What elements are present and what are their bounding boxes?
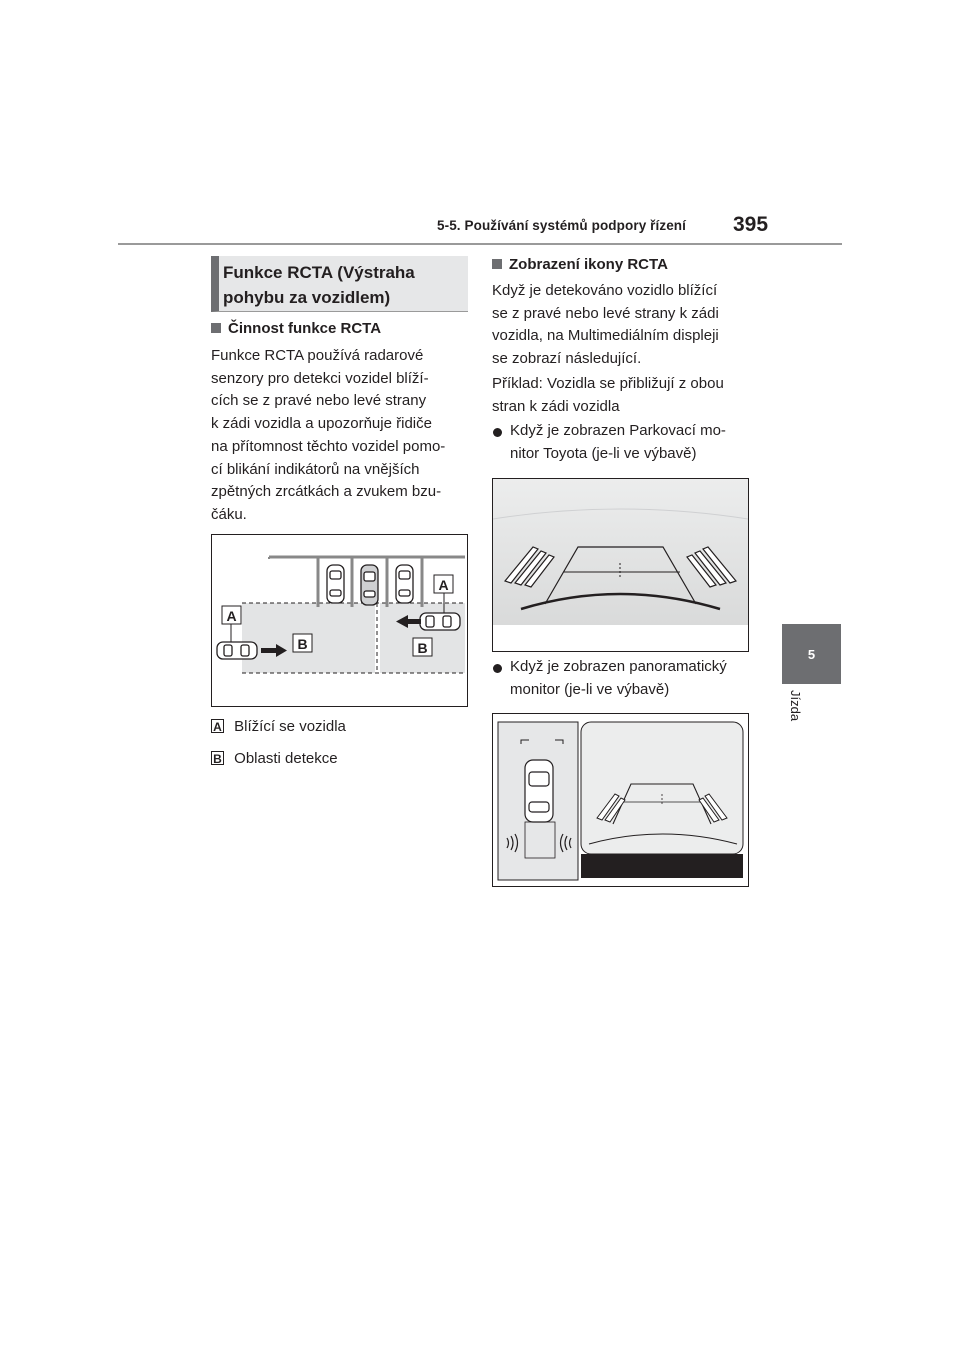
text-line: Když je zobrazen Parkovací mo-: [510, 422, 726, 439]
square-bullet-icon: [211, 323, 221, 333]
text-line: cích se z pravé nebo levé strany: [211, 392, 427, 410]
chapter-tab: 5: [782, 624, 841, 684]
approaching-car-left: [217, 642, 257, 659]
label-b-right: B: [417, 640, 428, 656]
label-b-left: B: [297, 636, 308, 652]
own-car-top-view: [525, 760, 553, 822]
parked-car-2: [361, 565, 378, 605]
text-line: se zobrazí následující.: [492, 350, 642, 368]
rcta-icon-description: [492, 280, 752, 371]
bullet-dot-icon: [493, 428, 502, 437]
text-line: Když je detekováno vozidlo blížící: [492, 282, 718, 299]
panoramic-monitor-svg: [493, 714, 748, 886]
text-line: k zádi vozidla a upozorňuje řidiče: [211, 415, 432, 433]
text-line: Příklad: Vozidla se přibližují z obou: [492, 375, 724, 392]
legend-text: Oblasti detekce: [234, 750, 338, 767]
chapter-label: [785, 690, 805, 740]
example-text: [492, 373, 752, 418]
text-line: zpětných zrcátkách a zvukem bzu-: [211, 483, 442, 501]
section-header: 5-5. Používání systémů podpory řízení: [437, 218, 687, 233]
text-line: čáku.: [211, 505, 247, 523]
legend-text: Blížící se vozidla: [234, 718, 346, 735]
legend-key: B: [211, 751, 224, 765]
bullet-panoramic-monitor: [510, 656, 755, 701]
subhead-rcta-operation: [211, 320, 381, 337]
subhead-rcta-icon: [492, 256, 668, 273]
page-number: 395: [733, 213, 769, 236]
panoramic-monitor-screen: [492, 713, 749, 887]
rcta-description: [211, 345, 471, 527]
parked-car-3: [396, 565, 413, 603]
text-line: nitor Toyota (je-li ve výbavě): [510, 444, 697, 462]
subhead-rcta-icon-text: Zobrazení ikony RCTA: [509, 256, 668, 273]
legend-key: A: [211, 719, 224, 733]
header-rule: [118, 243, 842, 245]
text-line: Když je zobrazen panoramatický: [510, 658, 727, 675]
rcta-parking-diagram: [211, 534, 468, 707]
parking-diagram-svg: [212, 535, 467, 706]
text-line: se z pravé nebo levé strany k zádi: [492, 304, 719, 322]
legend-item-b: [211, 750, 338, 767]
section-title-line1: Funkce RCTA (Výstraha: [223, 263, 415, 282]
chapter-label-text: Jízda: [788, 690, 803, 722]
text-line: cí blikání indikátorů na vnějších: [211, 460, 420, 478]
parked-car-1: [327, 565, 344, 603]
parking-monitor-svg: [493, 479, 748, 651]
text-line: stran k zádi vozidla: [492, 397, 620, 415]
parking-monitor-screen: [492, 478, 749, 652]
label-a-right: A: [438, 577, 449, 593]
section-title-line2: pohybu za vozidlem): [223, 288, 391, 307]
text-line: Funkce RCTA používá radarové: [211, 347, 424, 364]
text-line: monitor (je-li ve výbavě): [510, 680, 670, 698]
section-title: [223, 260, 463, 310]
bullet-dot-icon: [493, 664, 502, 673]
subhead-rcta-operation-text: Činnost funkce RCTA: [228, 320, 382, 337]
text-line: vozidla, na Multimediálním displeji: [492, 327, 719, 345]
approaching-car-right: [420, 613, 460, 630]
text-line: senzory pro detekci vozidel blíží-: [211, 369, 429, 387]
square-bullet-icon: [492, 259, 502, 269]
label-a-left: A: [226, 608, 237, 624]
legend-item-a: [211, 718, 346, 735]
text-line: na přítomnost těchto vozidel pomo-: [211, 437, 446, 455]
bullet-parking-monitor: [510, 420, 755, 465]
